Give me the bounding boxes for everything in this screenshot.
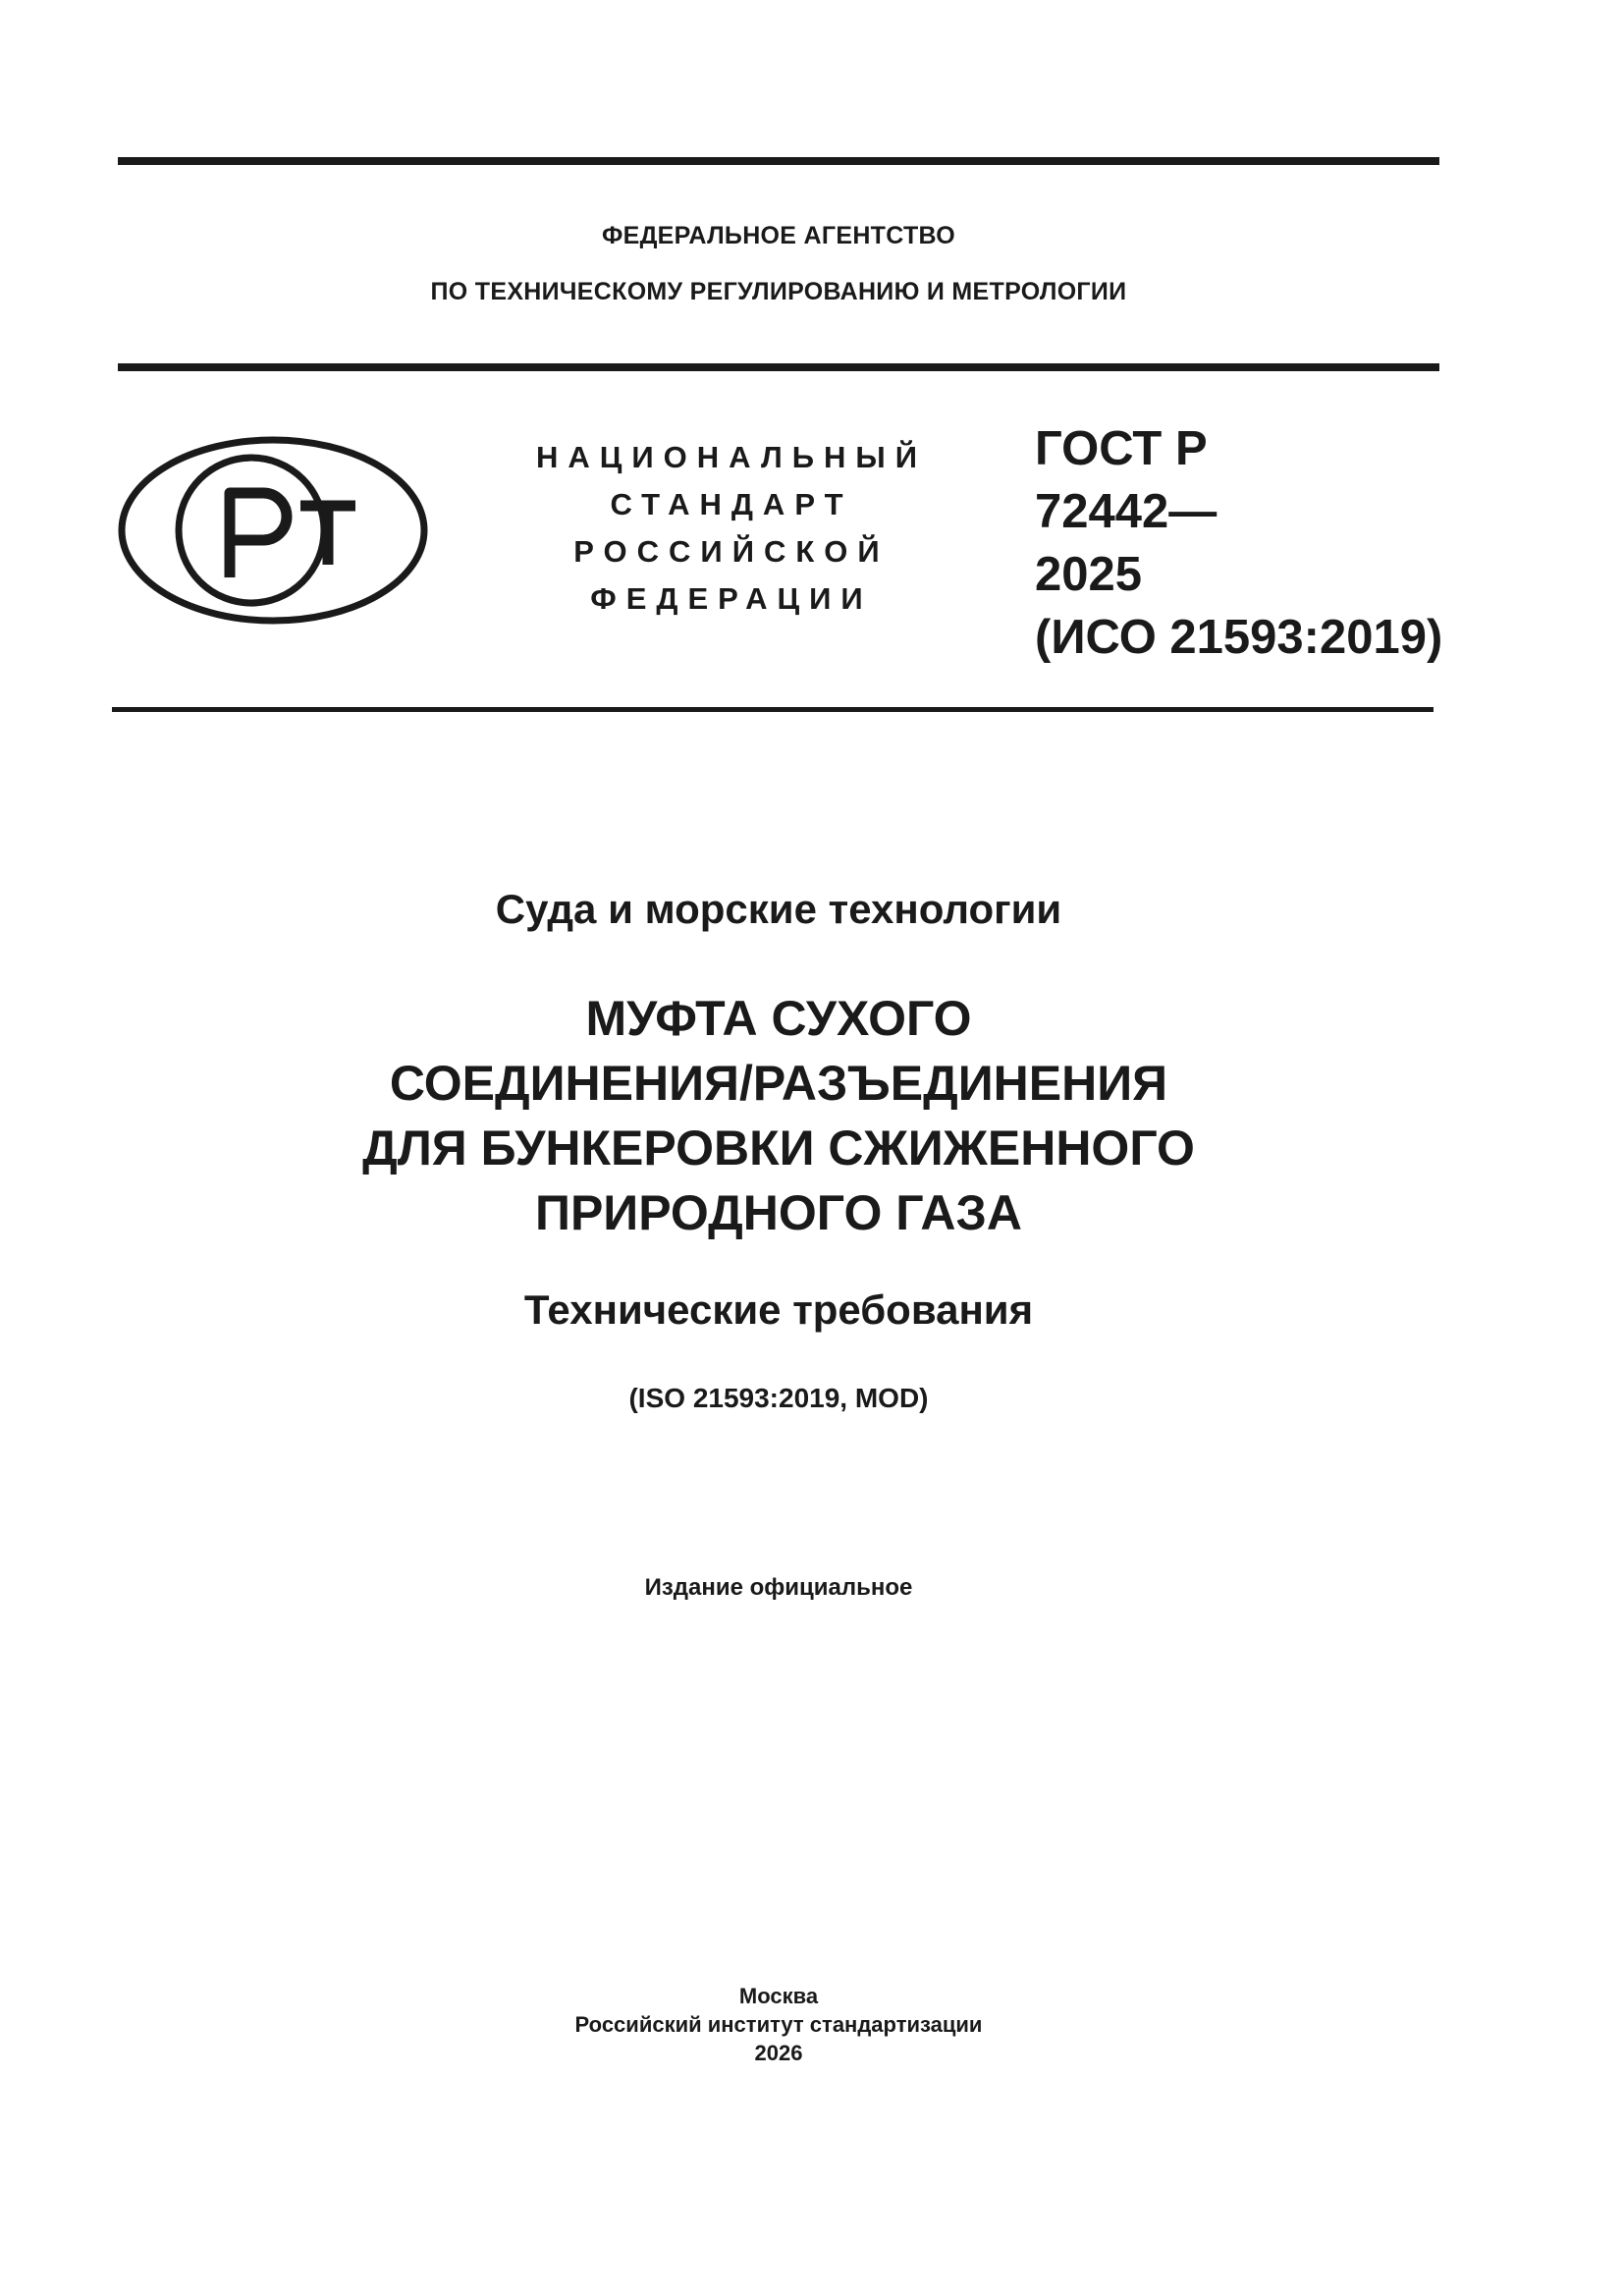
standard-type-line-2: СТАНДАРТ (610, 487, 853, 521)
designation-line-4: (ИСО 21593:2019) (1035, 611, 1443, 664)
document-title-line-3: ДЛЯ БУНКЕРОВКИ СЖИЖЕННОГО (362, 1121, 1195, 1175)
imprint-publisher: Российский институт стандартизации (574, 2012, 983, 2037)
agency-name-line-2: ПО ТЕХНИЧЕСКОМУ РЕГУЛИРОВАНИЮ И МЕТРОЛОГИИ (430, 278, 1127, 305)
designation-bottom-rule (112, 707, 1434, 712)
agency-name-line-1: ФЕДЕРАЛЬНОЕ АГЕНТСТВО (601, 222, 956, 249)
publication-imprint (0, 1982, 1557, 2067)
designation-line-3: 2025 (1035, 548, 1143, 601)
edition-note: Издание официальное (644, 1574, 913, 1601)
imprint-year: 2026 (754, 2041, 803, 2065)
document-title (0, 986, 1557, 1245)
document-title-line-4: ПРИРОДНОГО ГАЗА (535, 1185, 1022, 1240)
designation-line-1: ГОСТ Р (1035, 422, 1208, 475)
standard-type-line-1: НАЦИОНАЛЬНЫЙ (535, 440, 928, 474)
header-bottom-rule (118, 363, 1439, 371)
document-title-line-1: МУФТА СУХОГО (585, 991, 972, 1046)
document-subject: Суда и морские технологии (495, 886, 1062, 932)
document-title-line-2: СОЕДИНЕНИЯ/РАЗЪЕДИНЕНИЯ (389, 1056, 1168, 1111)
standard-type (511, 434, 952, 623)
standard-designation (1035, 417, 1442, 669)
designation-line-2: 72442— (1035, 485, 1217, 538)
imprint-city: Москва (738, 1984, 819, 2008)
standard-type-line-3: РОССИЙСКОЙ (573, 534, 890, 569)
iso-reference: (ISO 21593:2019, MOD) (628, 1383, 929, 1413)
rst-certification-mark-icon (116, 432, 430, 629)
document-subtitle: Технические требования (523, 1286, 1034, 1333)
top-rule (118, 157, 1439, 165)
standard-type-line-4: ФЕДЕРАЦИИ (590, 581, 873, 616)
